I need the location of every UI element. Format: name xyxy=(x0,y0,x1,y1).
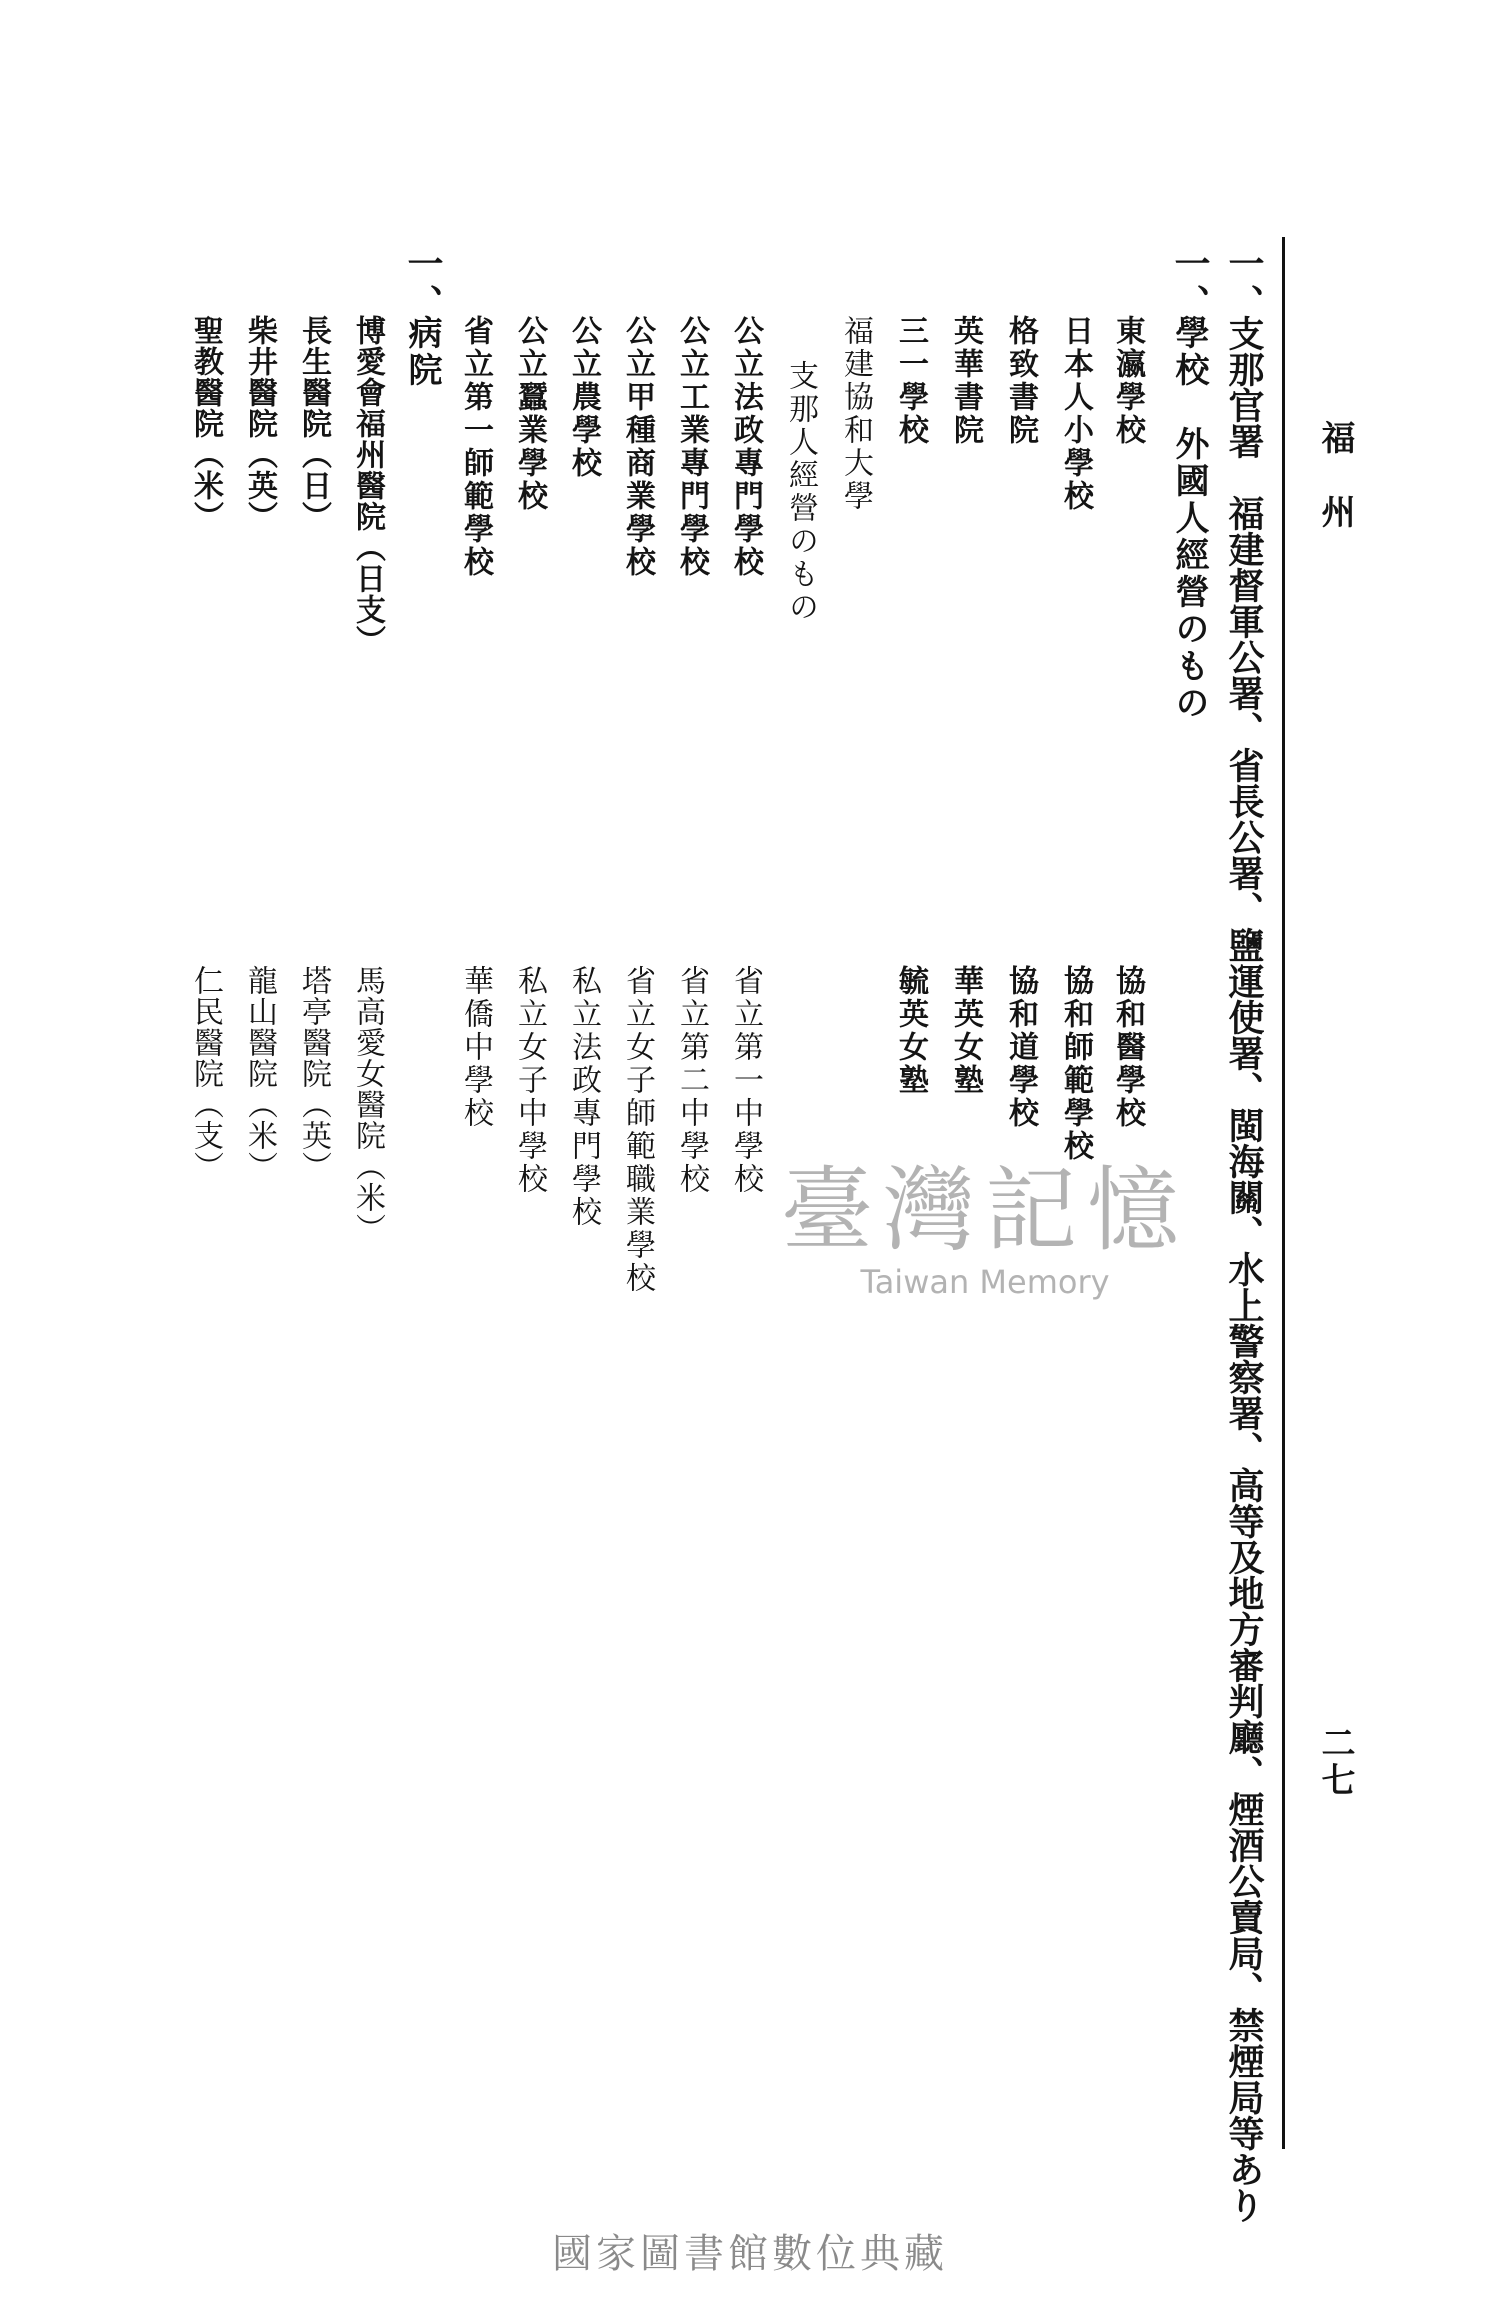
list-item: 公立工業專門學校 xyxy=(674,315,709,579)
list-item: 省立第一中學校 xyxy=(728,965,763,1196)
list-item: 協和醫學校 xyxy=(1110,965,1145,1130)
list-item: 公立農學校 xyxy=(566,315,601,480)
list-item: 省立第一師範學校 xyxy=(458,315,493,579)
running-title: 福州 xyxy=(1315,420,1355,568)
list-item: 馬高愛女醫院（米） xyxy=(350,965,385,1244)
list-item: 私立法政專門學校 xyxy=(566,965,601,1229)
section-1-text: 支那官署 福建督軍公署、省長公署、鹽運使署、閩海關、水上警察署、高等及地方審判廳、煙酒公賣局、禁煙局等あり xyxy=(1223,315,1265,2223)
list-item: 長生醫院（日） xyxy=(296,315,331,532)
list-item: 聖教醫院（米） xyxy=(188,315,223,532)
section-3-marker: 一、 xyxy=(402,245,444,323)
section-2-heading: 學校 外國人經營のもの xyxy=(1169,315,1209,722)
list-item: 格致書院 xyxy=(1003,315,1038,447)
list-item: 省立第二中學校 xyxy=(674,965,709,1196)
list-item: 省立女子師範職業學校 xyxy=(620,965,655,1295)
page-frame-rule xyxy=(1282,237,1285,2149)
section-2-marker: 一、 xyxy=(1169,245,1211,323)
list-item: 仁民醫院（支） xyxy=(188,965,223,1182)
list-item: 華英女塾 xyxy=(948,965,983,1097)
list-item: 公立甲種商業學校 xyxy=(620,315,655,579)
list-item: 龍山醫院（米） xyxy=(242,965,277,1182)
list-item: 東瀛學校 xyxy=(1110,315,1145,447)
list-item: 華僑中學校 xyxy=(458,965,493,1130)
list-item: 協和師範學校 xyxy=(1058,965,1093,1163)
list-item: 柴井醫院（英） xyxy=(242,315,277,532)
footer-library-credit: 國家圖書館數位典藏 xyxy=(552,2231,948,2277)
list-item: 日本人小學校 xyxy=(1058,315,1093,513)
subsection-heading: 支那人經營のもの xyxy=(783,360,818,624)
watermark xyxy=(740,1157,1230,1301)
list-item: 毓英女塾 xyxy=(893,965,928,1097)
list-item: 英華書院 xyxy=(948,315,983,447)
list-item: 三一學校 xyxy=(893,315,928,447)
list-item: 私立女子中學校 xyxy=(512,965,547,1196)
list-item: 博愛會福州醫院（日支） xyxy=(350,315,385,656)
section-3-heading: 病院 xyxy=(402,315,442,389)
section-1-marker: 一、 xyxy=(1223,245,1265,323)
list-item: 公立蠶業學校 xyxy=(512,315,547,513)
list-item: 福建協和大學 xyxy=(838,315,873,513)
list-item: 塔亭醫院（英） xyxy=(296,965,331,1182)
watermark-cjk: 臺灣記憶 xyxy=(780,1157,1189,1264)
watermark-en: Taiwan Memory xyxy=(860,1263,1110,1301)
list-item: 公立法政專門學校 xyxy=(728,315,763,579)
page-number: 二七 xyxy=(1315,1725,1355,1799)
list-item: 協和道學校 xyxy=(1003,965,1038,1130)
